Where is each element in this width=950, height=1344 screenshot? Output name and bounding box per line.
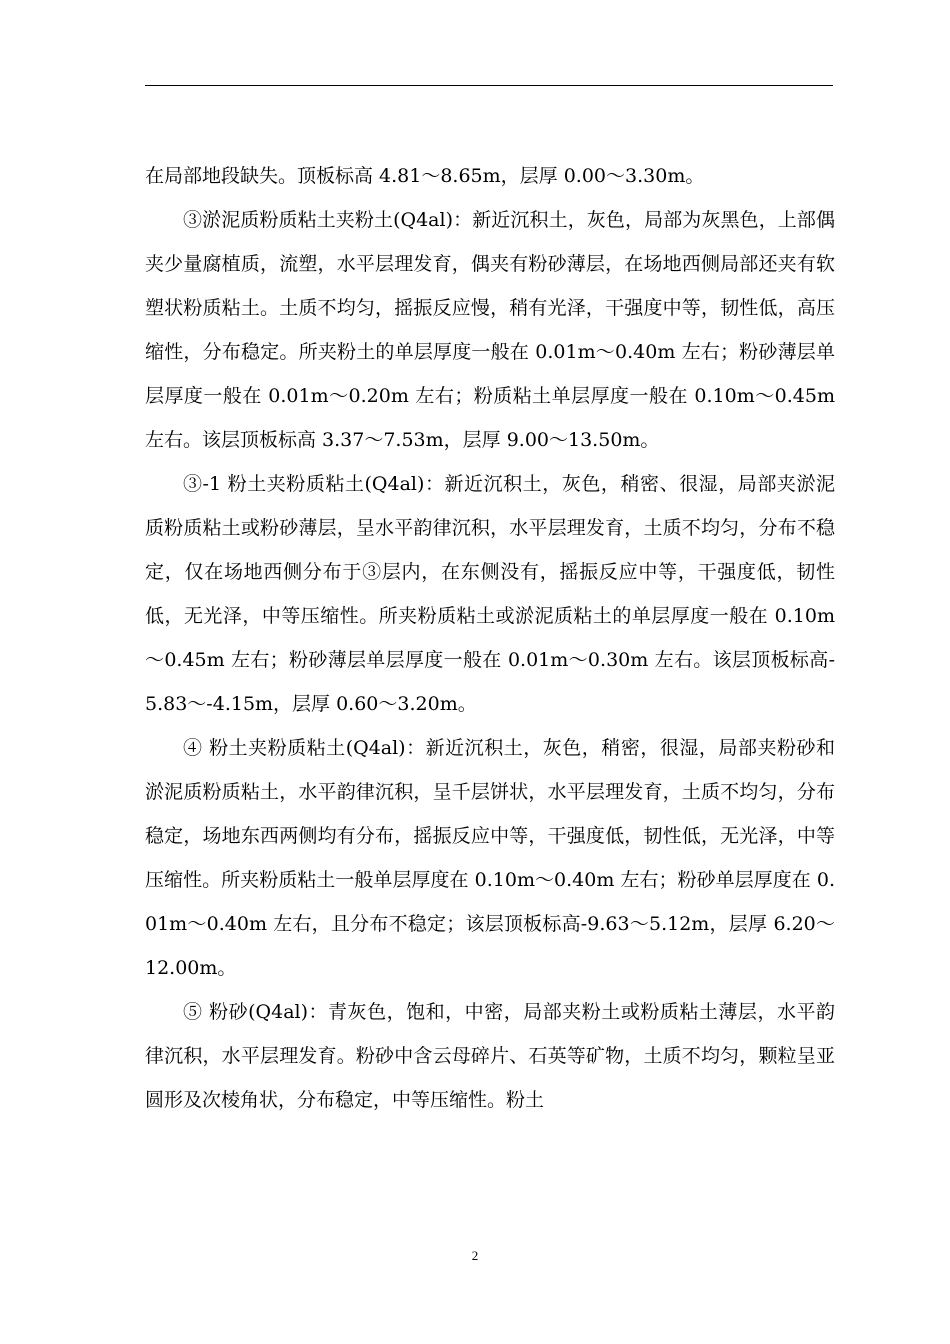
paragraph-layer-5: ⑤ 粉砂(Q4al)：青灰色，饱和，中密，局部夹粉土或粉质粘土薄层，水平韵律沉积，水平层理发育。粉砂中含云母碎片、石英等矿物，土质不均匀，颗粒呈亚圆形及次棱角状，分布稳定，中等压缩性。粉土	[145, 1001, 835, 1111]
paragraph-layer-4: ④ 粉土夹粉质粘土(Q4al)：新近沉积土，灰色，稍密，很湿，局部夹粉砂和淤泥质粉质粘土，水平韵律沉积，呈千层饼状，水平层理发育，土质不均匀，分布稳定，场地东西两侧均有分布，摇振反应中等，干强度低，韧性低，无光泽，中等压缩性。所夹粉质粘土一般单层厚度在 0.10m～0.40m 左右；粉砂单层厚度在 0.01m～0.40m 左右，且分布不稳定；该层顶板标高-9.63～5.12m，层厚 6.20～12.00m。	[145, 737, 835, 979]
paragraph-layer-3: ③淤泥质粉质粘土夹粉土(Q4al)：新近沉积土，灰色，局部为灰黑色，上部偶夹少量腐植质，流塑，水平层理发育，偶夹有粉砂薄层，在场地西侧局部还夹有软塑状粉质粘土。土质不均匀，摇振反应慢，稍有光泽，干强度中等，韧性低，高压缩性，分布稳定。所夹粉土的单层厚度一般在 0.01m～0.40m 左右；粉砂薄层单层厚度一般在 0.01m～0.20m 左右；粉质粘土单层厚度一般在 0.10m～0.45m 左右。该层顶板标高 3.37～7.53m，层厚 9.00～13.50m。	[145, 209, 835, 451]
body-text	[145, 154, 835, 1122]
header-rule	[145, 85, 833, 86]
paragraph-continuation: 在局部地段缺失。顶板标高 4.81～8.65m，层厚 0.00～3.30m。	[145, 165, 705, 187]
paragraph-layer-3-1: ③-1 粉土夹粉质粘土(Q4al)：新近沉积土，灰色，稍密、很湿，局部夹淤泥质粉质粘土或粉砂薄层，呈水平韵律沉积，水平层理发育，土质不均匀，分布不稳定，仅在场地西侧分布于③层内，在东侧没有，摇振反应中等，干强度低，韧性低，无光泽，中等压缩性。所夹粉质粘土或淤泥质粘土的单层厚度一般在 0.10m～0.45m 左右；粉砂薄层单层厚度一般在 0.01m～0.30m 左右。该层顶板标高-5.83～-4.15m，层厚 0.60～3.20m。	[145, 473, 835, 715]
page-number: 2	[471, 1248, 479, 1263]
